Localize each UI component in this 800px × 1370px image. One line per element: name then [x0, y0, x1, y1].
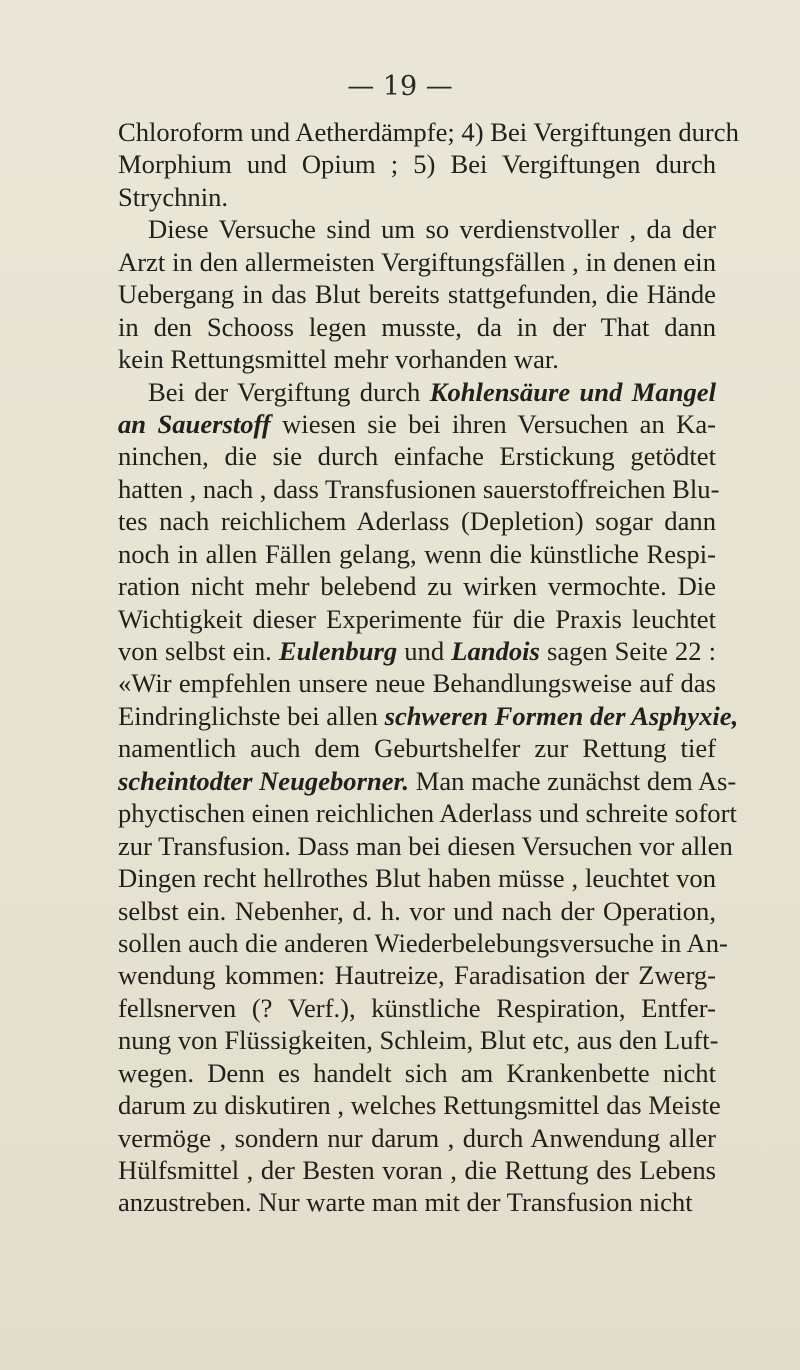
text-segment: selbst ein. Nebenher, d. h. vor und nach der Operation,	[118, 895, 716, 926]
text-segment: namentlich auch dem Geburtshelfer zur Rettung tief	[118, 733, 716, 764]
text-segment: darum zu diskutiren , welches Rettungsmittel das Meiste	[118, 1090, 721, 1121]
text-segment: hatten , nach , dass Transfusionen sauerstoffreichen Blu-	[118, 473, 720, 504]
text-line	[118, 376, 716, 408]
text-segment: Strychnin.	[118, 181, 229, 212]
text-segment: Chloroform und Aetherdämpfe; 4) Bei Vergiftungen durch	[118, 117, 739, 147]
text-segment: fellsnerven (? Verf.), künstliche Respiration, Entfer-	[118, 992, 716, 1023]
text-line	[118, 603, 716, 635]
text-line	[118, 830, 733, 862]
text-segment: vermöge , sondern nur darum , durch Anwendung aller	[118, 1122, 716, 1153]
emphasized-text: schweren Formen der Asphyxie,	[384, 700, 739, 731]
text-line	[118, 1057, 716, 1089]
text-segment: Man mache zunächst dem As-	[409, 765, 737, 796]
text-segment: Hülfsmittel , der Besten voran , die Rettung des Lebens	[118, 1155, 716, 1185]
text-line	[118, 927, 728, 959]
emphasized-text: Eulenburg	[278, 636, 398, 666]
text-line	[118, 213, 716, 245]
text-line	[118, 797, 737, 829]
text-segment: tes nach reichlichem Aderlass (Depletion) sogar dann	[118, 506, 716, 537]
text-segment: von selbst ein.	[118, 636, 279, 666]
text-segment: «Wir empfehlen unsere neue Behandlungsweise auf das	[118, 668, 716, 699]
text-line	[118, 1186, 716, 1218]
emphasized-text: scheintodter Neugeborner.	[118, 765, 410, 796]
text-line	[118, 505, 716, 537]
text-line	[118, 246, 716, 278]
text-line	[118, 343, 716, 375]
text-segment: ration nicht mehr belebend zu wirken vermochte. Die	[118, 571, 716, 602]
emphasized-text: Kohlensäure und Mangel	[429, 376, 716, 407]
text-line	[118, 895, 716, 927]
text-segment: Arzt in den allermeisten Vergiftungsfällen , in denen ein	[118, 246, 716, 277]
text-segment: Wichtigkeit dieser Experimente für die Praxis leuchtet	[118, 603, 716, 634]
text-line	[118, 538, 716, 570]
text-segment: nung von Flüssigkeiten, Schleim, Blut etc, aus den Luft-	[118, 1025, 719, 1056]
text-line	[118, 1154, 716, 1186]
text-line	[118, 440, 716, 472]
text-segment: Uebergang in das Blut bereits stattgefunden, die Hände	[118, 279, 716, 310]
text-segment: wiesen sie bei ihren Versuchen an Ka-	[270, 408, 716, 439]
text-segment: wegen. Denn es handelt sich am Krankenbette nicht	[118, 1057, 716, 1088]
text-segment: phyctischen einen reichlichen Aderlass und schreite sofort	[118, 798, 737, 829]
text-line	[118, 765, 737, 797]
body-text	[118, 116, 739, 1219]
text-line	[118, 959, 716, 991]
text-segment: Bei der Vergiftung durch	[148, 376, 430, 407]
text-segment: Diese Versuche sind um so verdienstvoller , da der	[148, 214, 716, 245]
text-segment: Eindringlichste bei allen	[118, 700, 385, 731]
text-line	[118, 148, 716, 180]
text-segment: in den Schooss legen musste, da in der That dann	[118, 311, 716, 342]
text-segment: Morphium und Opium ; 5) Bei Vergiftungen durch	[118, 149, 716, 180]
text-line	[118, 116, 739, 148]
text-segment: zur Transfusion. Dass man bei diesen Versuchen vor allen	[118, 830, 733, 861]
text-line	[118, 732, 716, 764]
text-line	[118, 1024, 719, 1056]
text-line	[118, 570, 716, 602]
text-line	[118, 278, 716, 310]
text-segment: noch in allen Fällen gelang, wenn die künstliche Respi-	[118, 538, 716, 569]
text-line	[118, 700, 739, 732]
text-line	[118, 311, 716, 343]
text-segment: sollen auch die anderen Wiederbelebungsversuche in An-	[118, 927, 728, 958]
page-number: — 19 —	[347, 71, 453, 102]
text-line	[118, 1089, 721, 1121]
text-segment: und	[397, 636, 452, 666]
text-segment: Dingen recht hellrothes Blut haben müsse , leuchtet von	[118, 863, 716, 894]
text-line	[118, 635, 716, 667]
text-segment: kein Rettungsmittel mehr vorhanden war.	[118, 344, 559, 375]
text-segment: sagen Seite 22 :	[539, 636, 716, 666]
text-segment: wendung kommen: Hautreize, Faradisation der Zwerg-	[118, 960, 716, 991]
emphasized-text: an Sauerstoff	[118, 408, 271, 439]
emphasized-text: Landois	[451, 636, 540, 666]
text-line	[118, 862, 716, 894]
text-line	[118, 1122, 716, 1154]
text-line	[118, 667, 716, 699]
text-line	[118, 181, 716, 213]
text-segment: ninchen, die sie durch einfache Erstickung getödtet	[118, 441, 716, 472]
text-line	[118, 473, 720, 505]
text-segment: anzustreben. Nur warte man mit der Transfusion nicht	[118, 1187, 693, 1218]
text-line	[118, 408, 716, 440]
text-line	[118, 992, 716, 1024]
